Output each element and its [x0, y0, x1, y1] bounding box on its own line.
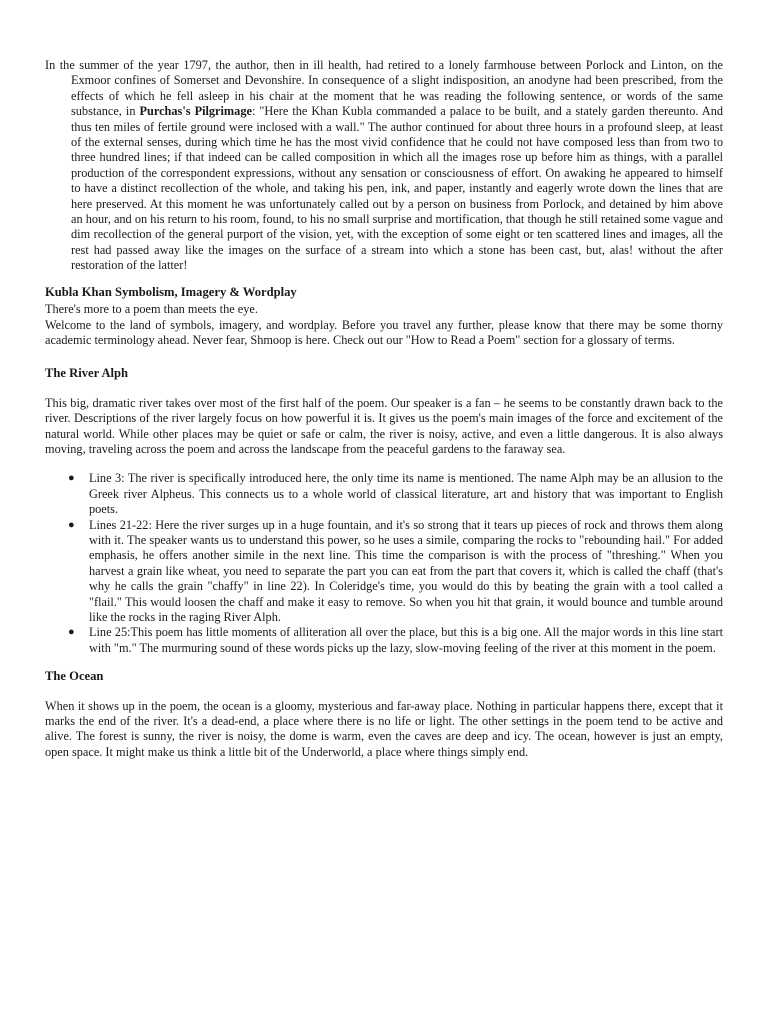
bullet-icon: ●: [68, 626, 75, 639]
river-paragraph: This big, dramatic river takes over most of the first half of the poem. Our speaker is a fan – he seems to be constantly drawn back to the river. Descriptions of the river largely focus on how powerful it is. It gives us the poem's main images of the force and excitement of the natural world. While other places may be quiet or safe or calm, the river is noisy, active, and even a little dangerous. It is also always moving, traveling across the poem and across the landscape from the peaceful gardens to the faraway sea.: [45, 395, 723, 456]
ocean-heading: The Ocean: [45, 669, 104, 684]
list-item-text: Line 3: The river is specifically introduced here, the only time its name is mentioned. The name Alph may be an allusion to the Greek river Alpheus. This connects us to a whole world of classical literature, art and history that was important to English poets.: [89, 471, 723, 517]
symbolism-welcome: Welcome to the land of symbols, imagery, and wordplay. Before you travel any further, please know that there may be some thorny academic terminology ahead. Never fear, Shmoop is here. Check out our "How to Read a Poem" section for a glossary of terms.: [45, 317, 723, 347]
list-item-text: Lines 21-22: Here the river surges up in a huge fountain, and it's so strong that it tears up pieces of rock and throws them along with it. The speaker wants us to understand this power, so he uses a simile, comparing the rocks to "rebounding hail." For added emphasis, he offers another simile in the next line. This time the comparison is with the process of "threshing." When you harvest a grain like wheat, you need to separate the part you can eat from the part that covers it, which is called the chaff (that's why he calls the grain "chaffy" in line 22). In Coleridge's time, you would do this by beating the grain with a tool called a "flail." This would loosen the chaff and make it easy to remove. So when you hit that grain, it would bounce and tumble around like the rocks in the raging River Alph.: [89, 517, 723, 624]
list-item: [68, 625, 723, 656]
symbolism-tagline: There's more to a poem than meets the eye.: [45, 302, 258, 317]
symbolism-heading: Kubla Khan Symbolism, Imagery & Wordplay: [45, 284, 297, 299]
ocean-paragraph: When it shows up in the poem, the ocean is a gloomy, mysterious and far-away place. Nothing in particular happens there, except that it marks the end of the river. It's a dead-end, a place where there is no life or light. The other settings in the poem tend to be active and alive. The forest is sunny, the river is noisy, the dome is warm, even the caves are deep and icy. The ocean, however is just an empty, open space. It might make us think a little bit of the Underworld, a place where things simply end.: [45, 698, 723, 759]
river-heading: The River Alph: [45, 366, 129, 381]
intro-text-end: : "Here the Khan Kubla commanded a palace to be built, and a stately garden thereunto. And thus ten miles of fertile ground were inclosed with a wall." The author continued for about three hours in a profound sleep, at least of the external senses, during which time he has the most vivid confidence that he could not have composed less than from two to three hundred lines; if that indeed can be called composition in which all the images rose up before him as things, with a parallel production of the correspondent expressions, without any sensation or consciousness of effort. On awaking he appeared to himself to have a distinct recollection of the whole, and taking his pen, ink, and paper, instantly and eagerly wrote down the lines that are here preserved. At this moment he was unfortunately called out by a person on business from Porlock, and detained by him above an hour, and on his return to his room, found, to his no small surprise and mortification, that though he still retained some vague and dim recollection of the general purport of the vision, yet, with the exception of some eight or ten scattered lines and images, all the rest had passed away like the images on the surface of a stream into which a stone has been cast, but, alas! without the after restoration of the latter!: [71, 104, 723, 273]
intro-text-start: In the summer of the year 1797, the author, then in ill health, had retired to a lonely farmhouse between Porlock and Linton, on the Exmoor confines of Somerset and Devonshire. In consequence of a slight indisposition, an anodyne had been prescribed, from the effects of which he fell asleep in his chair at the moment that he was reading the following sentence, or words of the same substance, in: [45, 58, 723, 119]
river-bullet-list: [45, 471, 723, 656]
intro-book-title: Purchas's Pilgrimage: [139, 104, 252, 119]
bullet-icon: ●: [68, 518, 75, 531]
intro-paragraph: [45, 58, 723, 274]
bullet-icon: ●: [68, 472, 75, 485]
document-page: [45, 58, 723, 760]
list-item: [68, 471, 723, 517]
list-item: [68, 517, 723, 626]
list-item-text: Line 25:This poem has little moments of alliteration all over the place, but this is a big one. All the major words in this line start with "m." The murmuring sound of these words picks up the lazy, slow-moving feeling of the river at this moment in the poem.: [89, 625, 723, 655]
